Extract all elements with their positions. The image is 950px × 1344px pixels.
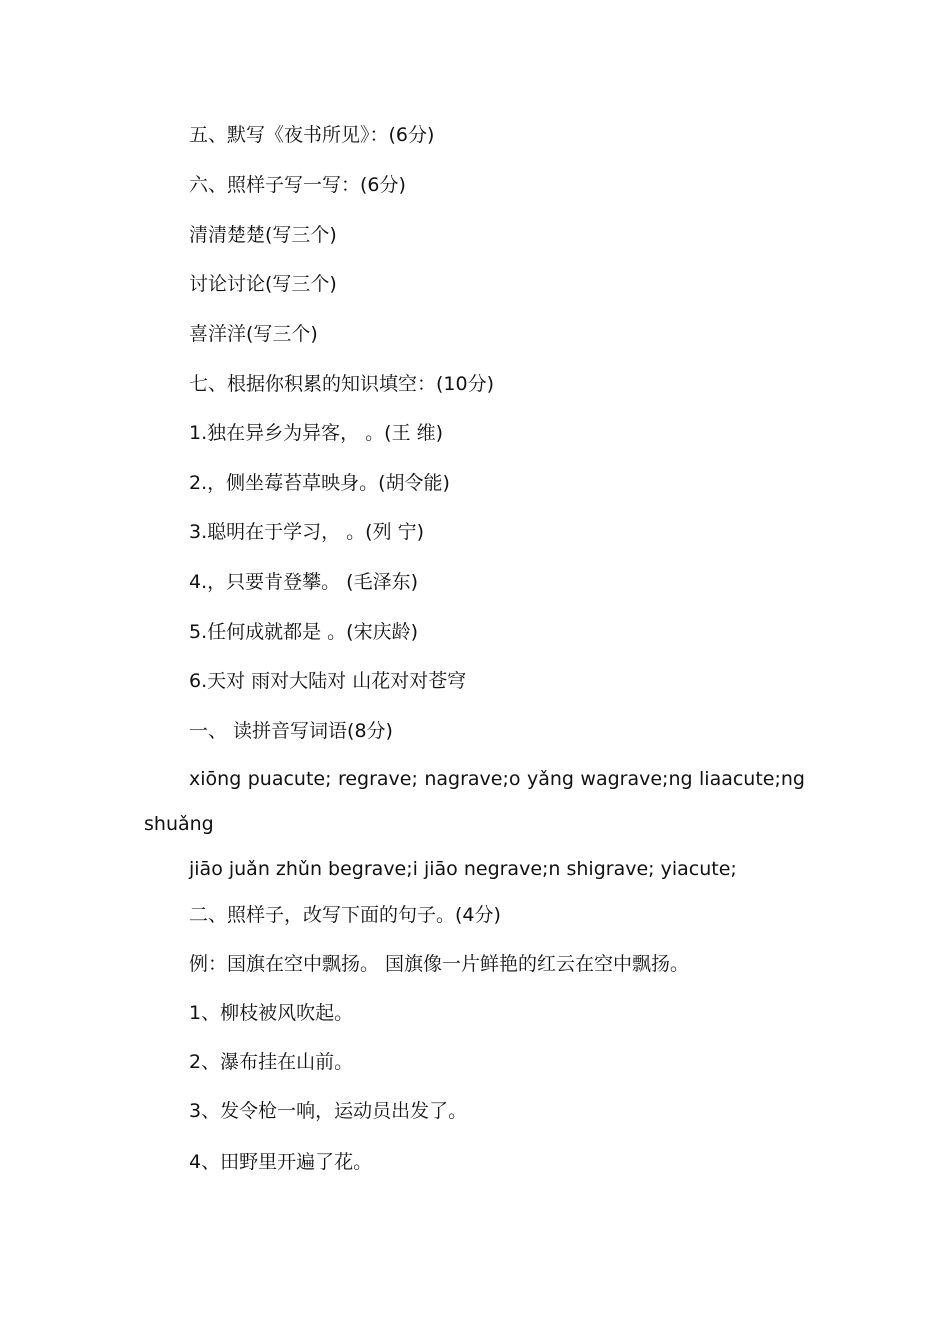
fill-item-3: 3.聪明在于学习， 。(列 宁) [189, 521, 425, 543]
section-2-heading: 二、照样子，改写下面的句子。(4分) [189, 904, 501, 926]
rewrite-item-1: 1、柳枝被风吹起。 [189, 1002, 354, 1024]
rewrite-item-4: 4、田野里开遍了花。 [189, 1151, 373, 1173]
rewrite-item-2: 2、瀑布挂在山前。 [189, 1051, 354, 1073]
pinyin-line-1-wrap: shuǎng [144, 813, 214, 835]
question-7-heading: 七、根据你积累的知识填空：(10分) [189, 373, 495, 395]
fill-item-4: 4.，只要肯登攀。 (毛泽东) [189, 571, 418, 593]
pinyin-line-1: xiōng puacute; regrave; nagrave;o yǎng wagrave;ng liaacute;ng [189, 768, 805, 790]
pattern-item-1: 清清楚楚(写三个) [189, 224, 337, 246]
pattern-item-2: 讨论讨论(写三个) [189, 273, 337, 295]
fill-item-2: 2.，侧坐莓苔草映身。(胡令能) [189, 472, 450, 494]
fill-item-5: 5.任何成就都是 。(宋庆龄) [189, 621, 418, 643]
example-sentence: 例：国旗在空中飘扬。 国旗像一片鲜艳的红云在空中飘扬。 [189, 953, 690, 975]
rewrite-item-3: 3、发令枪一响，运动员出发了。 [189, 1100, 468, 1122]
pinyin-line-2: jiāo juǎn zhǔn begrave;i jiāo negrave;n shigrave; yiacute; [189, 858, 737, 880]
question-5-heading: 五、默写《夜书所见》：(6分) [189, 124, 435, 146]
pattern-item-3: 喜洋洋(写三个) [189, 323, 318, 345]
fill-item-6: 6.天对 雨对大陆对 山花对对苍穹 [189, 670, 467, 692]
section-1-heading: 一、 读拼音写词语(8分) [189, 720, 393, 742]
fill-item-1: 1.独在异乡为异客， 。(王 维) [189, 422, 444, 444]
question-6-heading: 六、照样子写一写：(6分) [189, 174, 406, 196]
